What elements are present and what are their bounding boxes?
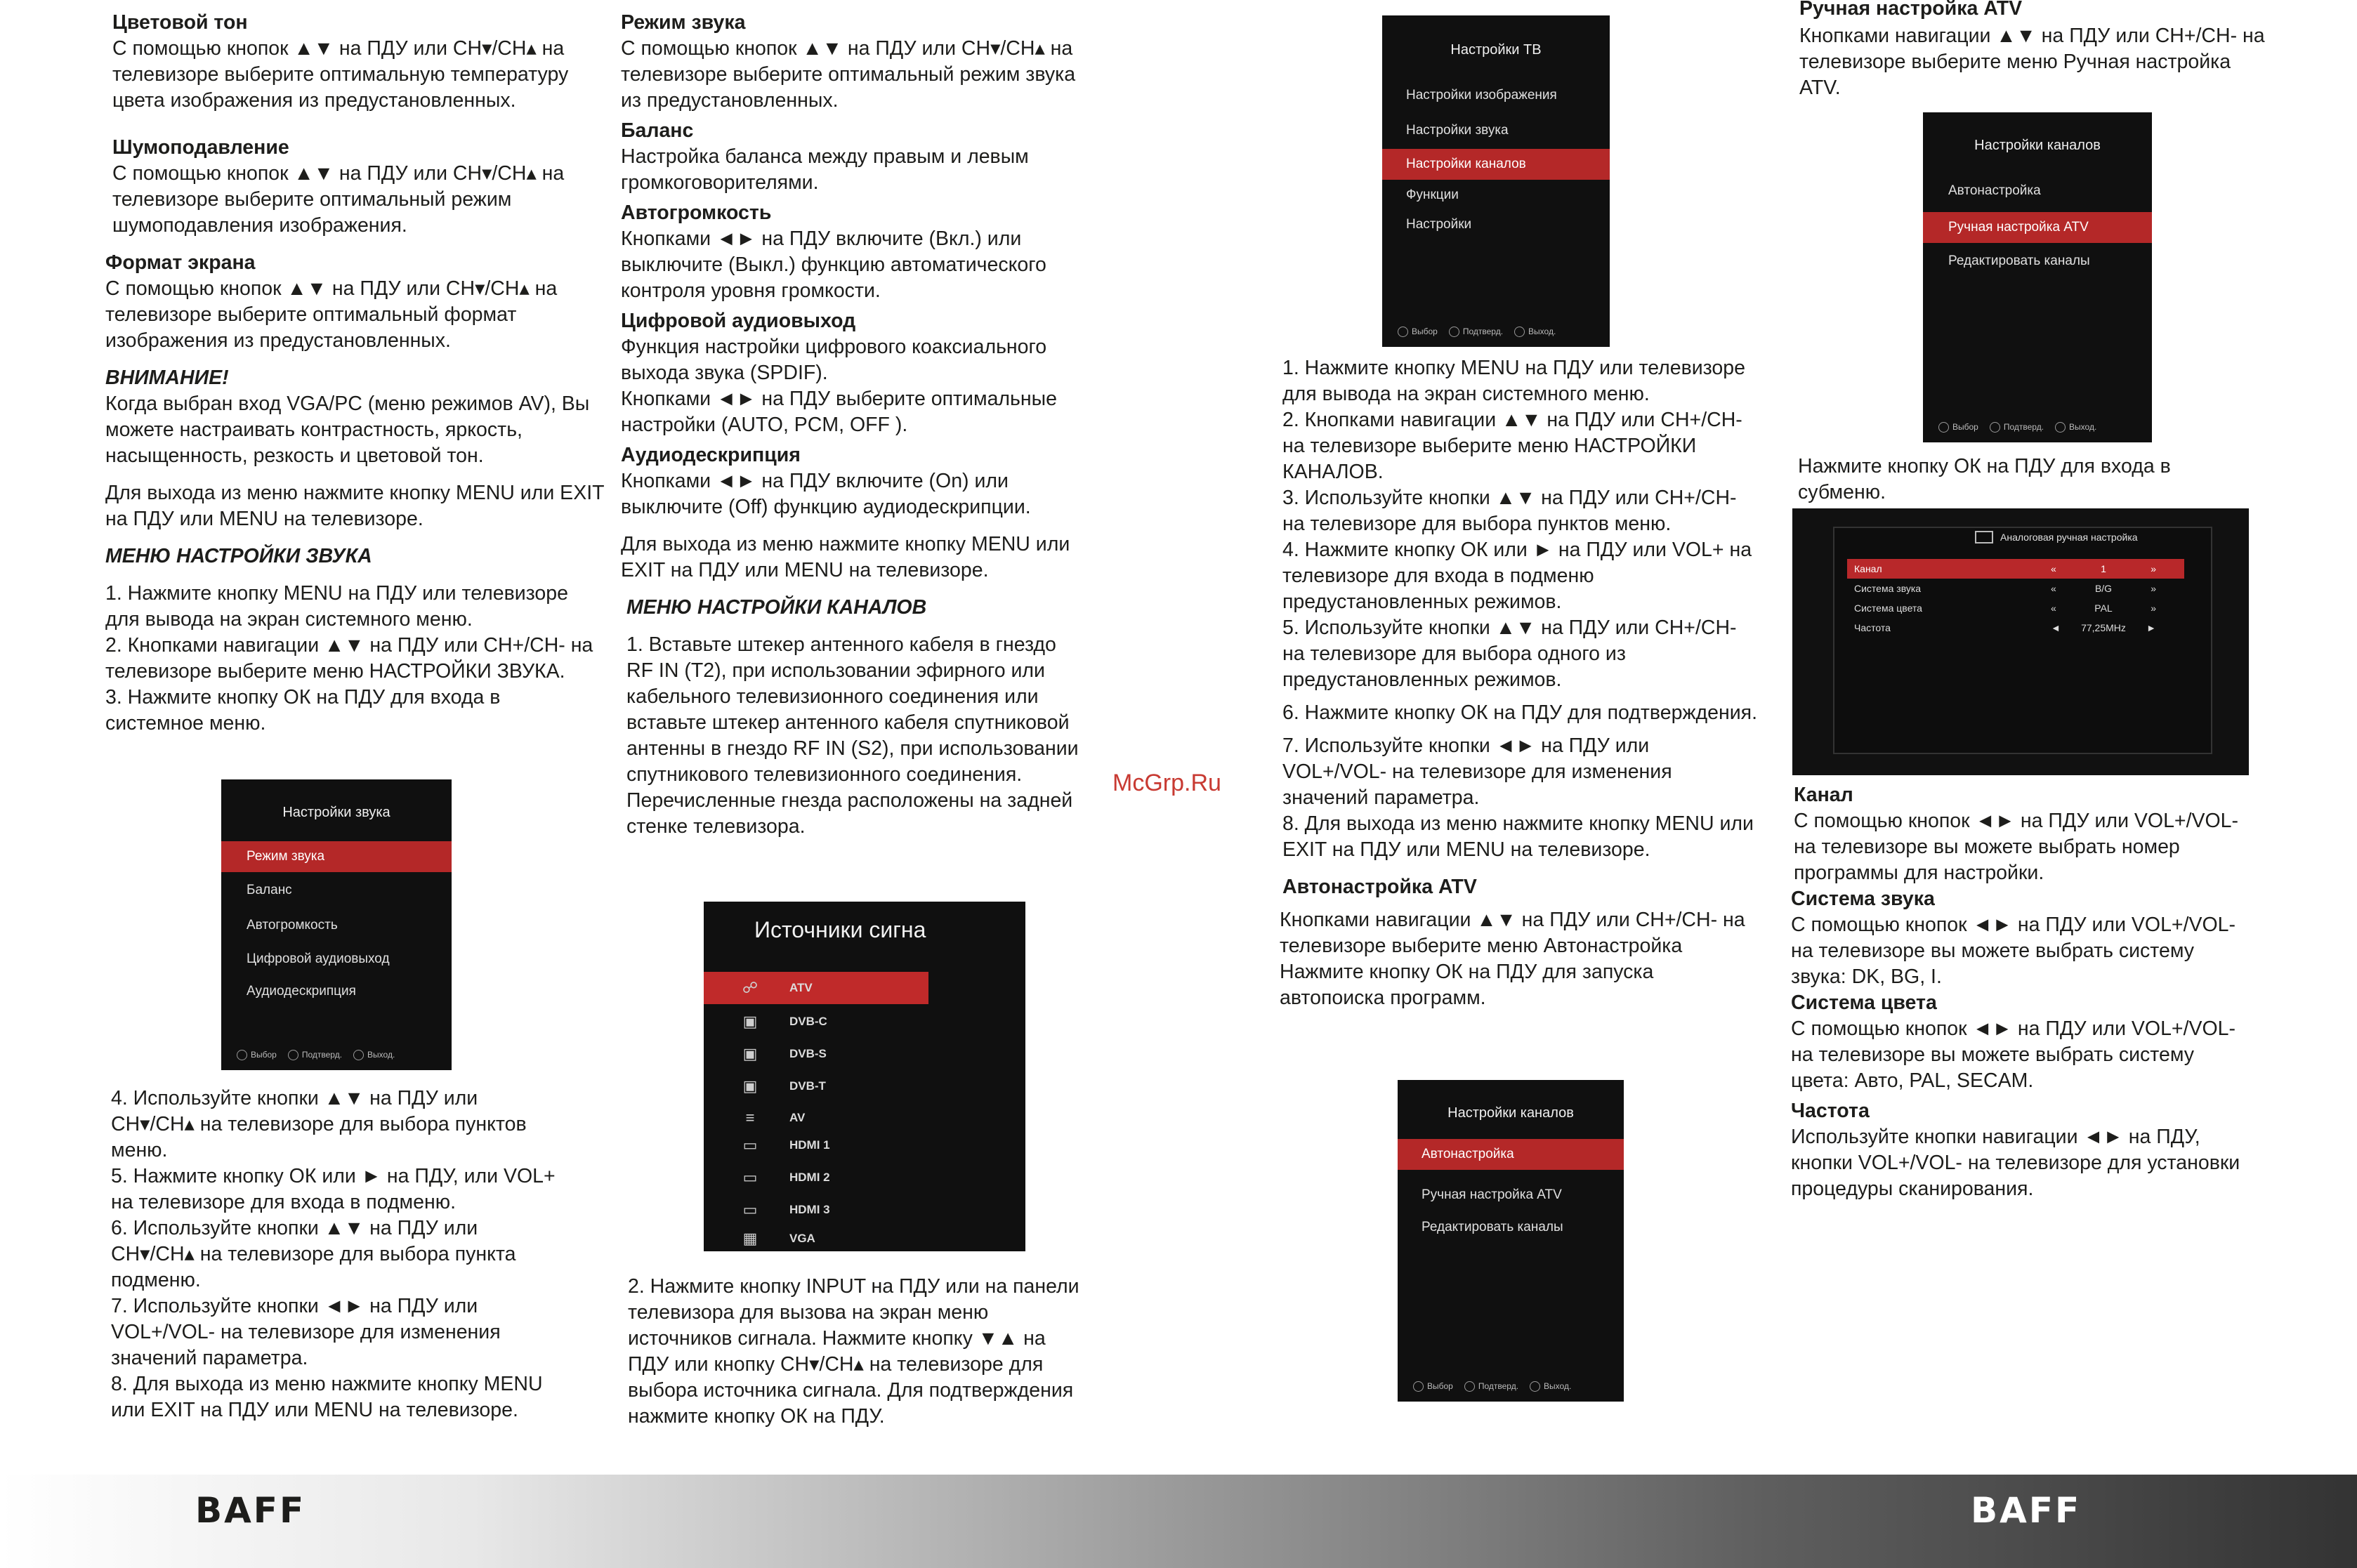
atv-row-color-system[interactable] bbox=[1847, 598, 2184, 618]
atv-row-frequency[interactable] bbox=[1847, 618, 2184, 638]
atv-panel bbox=[1833, 527, 2212, 754]
step: 8. Для выхода из меню нажмите кнопку MENU или EXIT на ПДУ или MENU на телевизоре. bbox=[111, 1373, 543, 1421]
row-label: Частота bbox=[1854, 622, 1891, 633]
left-arrow-icon: ◄ bbox=[2051, 622, 2061, 633]
section-heading: Система звука bbox=[1791, 888, 1935, 910]
column-4-continued bbox=[1791, 782, 2254, 1202]
exit-key-icon bbox=[1514, 327, 1525, 337]
right-arrow-icon: ► bbox=[2146, 622, 2156, 633]
paragraph: С помощью кнопок ▲▼ на ПДУ или CH▾/CH▴ на телевизоре выберите оптимальную температуру цвета изображения из предустановленных. bbox=[112, 37, 569, 112]
channel-settings-screen-auto bbox=[1398, 1080, 1624, 1402]
source-item-hdmi1[interactable]: ▭ HDMI 1 bbox=[704, 1129, 928, 1161]
paragraph: С помощью кнопок ◄► на ПДУ или VOL+/VOL- на телевизоре вы можете выбрать систему цвета: Авто, PAL, SECAM. bbox=[1791, 1017, 2236, 1092]
menu-item-digital-out[interactable]: Цифровой аудиовыход bbox=[247, 951, 390, 966]
row-label: Система цвета bbox=[1854, 602, 1922, 614]
av-plug-icon: ≡ bbox=[745, 1109, 755, 1126]
paragraph: С помощью кнопок ▲▼ на ПДУ или CH▾/CH▴ на телевизоре выберите оптимальный режим шумоподавления изображения. bbox=[112, 162, 565, 237]
atv-title-row bbox=[1975, 531, 2138, 543]
paragraph: Для выхода из меню нажмите кнопку MENU или EXIT на ПДУ или MENU на телевизоре. bbox=[105, 482, 605, 530]
source-item-dvb-s[interactable]: ▣ DVB-S bbox=[704, 1038, 928, 1070]
screen-title: Настройки ТВ bbox=[1450, 42, 1542, 58]
hdmi-icon: ▭ bbox=[742, 1168, 758, 1186]
tv-icon: ▣ bbox=[742, 1045, 758, 1062]
step: 5. Используйте кнопки ▲▼ на ПДУ или CH+/CH- на телевизоре для выбора одного из предустановленных режимов. bbox=[1282, 617, 1737, 691]
step: 2. Кнопками навигации ▲▼ на ПДУ или CH+/CH- на телевизоре выберите меню НАСТРОЙКИ ЗВУКА. bbox=[105, 634, 593, 683]
section-heading: Баланс bbox=[621, 119, 694, 142]
step: 7. Используйте кнопки ◄► на ПДУ или VOL+/VOL- на телевизоре для изменения значений параметра. bbox=[111, 1295, 501, 1369]
step: 4. Используйте кнопки ▲▼ на ПДУ или CH▾/CH▴ на телевизоре для выбора пунктов меню. bbox=[111, 1087, 527, 1161]
row-value: PAL bbox=[2094, 602, 2113, 614]
menu-item-audio-description[interactable]: Аудиодескрипция bbox=[247, 984, 356, 999]
paragraph: Когда выбран вход VGA/PC (меню режимов AV), Вы можете настраивать контрастность, яркость, насыщенность, резкость и цветовой тон. bbox=[105, 393, 590, 467]
screen-title: Настройки звука bbox=[282, 805, 390, 820]
step: 2. Кнопками навигации ▲▼ на ПДУ или CH+/CH- на телевизоре выберите меню НАСТРОЙКИ КАНАЛОВ. bbox=[1282, 409, 1742, 483]
paragraph: Нажмите кнопку ОК на ПДУ для входа в субменю. bbox=[1798, 455, 2171, 503]
menu-item-sound[interactable]: Настройки звука bbox=[1406, 123, 1509, 138]
source-item-atv[interactable]: ☍ ATV bbox=[704, 972, 928, 1004]
step: 1. Нажмите кнопку MENU на ПДУ или телевизоре для вывода на экран системного меню. bbox=[1282, 357, 1745, 405]
confirm-key-icon bbox=[1449, 327, 1459, 337]
menu-item-sound-mode[interactable]: Режим звука bbox=[221, 841, 452, 872]
select-key-icon bbox=[237, 1050, 247, 1060]
source-item-hdmi2[interactable]: ▭ HDMI 2 bbox=[704, 1161, 928, 1194]
channel-settings-screen-manual bbox=[1923, 112, 2152, 442]
signal-source-screen bbox=[704, 902, 1025, 1251]
exit-key-icon bbox=[353, 1050, 364, 1060]
tv-icon: ▣ bbox=[742, 1013, 758, 1030]
menu-item-auto-volume[interactable]: Автогромкость bbox=[247, 918, 338, 933]
paragraph: С помощью кнопок ◄► на ПДУ или VOL+/VOL- на телевизоре вы можете выбрать систему звука: DK, BG, I. bbox=[1791, 914, 2236, 988]
left-arrow-icon: « bbox=[2051, 583, 2056, 594]
step: 1. Вставьте штекер антенного кабеля в гнездо RF IN (T2), при использовании эфирного или кабельного телевизионного соединения или вставьте штекер антенного кабеля спутниковой антенны в гнездо RF IN (S2), при использовании спутникового телевизионного соединения. Перечисленные гнезда расположены на задней стенке телевизора. bbox=[626, 633, 1079, 838]
left-arrow-icon: « bbox=[2051, 563, 2056, 574]
step: 3. Нажмите кнопку ОК на ПДУ для входа в системное меню. bbox=[105, 686, 501, 734]
right-arrow-icon: » bbox=[2151, 583, 2156, 594]
step: 1. Нажмите кнопку MENU на ПДУ или телевизоре для вывода на экран системного меню. bbox=[105, 582, 568, 631]
tv-icon bbox=[1975, 531, 1993, 543]
select-key-icon bbox=[1398, 327, 1408, 337]
menu-item-settings[interactable]: Настройки bbox=[1406, 217, 1472, 232]
paragraph: С помощью кнопок ◄► на ПДУ или VOL+/VOL- на телевизоре вы можете выбрать номер программы для настройки. bbox=[1794, 810, 2239, 884]
row-label: Система звука bbox=[1854, 583, 1922, 594]
source-item-dvb-c[interactable]: ▣ DVB-C bbox=[704, 1006, 928, 1038]
left-arrow-icon: « bbox=[2051, 602, 2056, 614]
screen-title: Источники сигна bbox=[754, 917, 926, 942]
step: 2. Нажмите кнопку INPUT на ПДУ или на панели телевизора для вызова на экран меню источников сигнала. Нажмите кнопку ▼▲ на ПДУ или кнопку CH▾/CH▴ на телевизоре для выбора источника сигнала. Для подтверждения нажмите кнопку ОК на ПДУ. bbox=[628, 1275, 1079, 1428]
step: 8. Для выхода из меню нажмите кнопку MENU или EXIT на ПДУ или MENU на телевизоре. bbox=[1282, 812, 1754, 861]
exit-key-icon bbox=[2055, 422, 2066, 433]
antenna-icon: ☍ bbox=[742, 979, 759, 996]
section-heading: Ручная настройка ATV bbox=[1799, 0, 2023, 20]
section-heading: Система цвета bbox=[1791, 991, 1937, 1014]
row-label: Канал bbox=[1854, 563, 1882, 574]
menu-item-edit-channels[interactable]: Редактировать каналы bbox=[1948, 253, 2090, 268]
column-4 bbox=[1799, 0, 2277, 101]
section-heading: Режим звука bbox=[621, 11, 746, 34]
brand-logo-right: BAFF bbox=[1971, 1490, 2082, 1531]
section-heading: Цветовой тон bbox=[112, 11, 248, 34]
section-heading: Шумоподавление bbox=[112, 136, 289, 159]
right-arrow-icon: » bbox=[2151, 602, 2156, 614]
atv-row-channel[interactable] bbox=[1847, 559, 2184, 579]
step: 3. Используйте кнопки ▲▼ на ПДУ или CH+/CH- на телевизоре для выбора пунктов меню. bbox=[1282, 487, 1737, 535]
select-key-icon bbox=[1413, 1381, 1424, 1392]
watermark: McGrp.Ru bbox=[1112, 770, 1221, 796]
select-key-icon bbox=[1938, 422, 1949, 433]
paragraph: Функция настройки цифрового коаксиального выхода звука (SPDIF). bbox=[621, 336, 1047, 384]
paragraph: С помощью кнопок ▲▼ на ПДУ или CH▾/CH▴ на телевизоре выберите оптимальный режим звука из предустановленных. bbox=[621, 37, 1076, 112]
source-item-dvb-t[interactable]: ▣ DVB-T bbox=[704, 1070, 928, 1102]
confirm-key-icon bbox=[1464, 1381, 1475, 1392]
sound-settings-screen bbox=[221, 779, 452, 1070]
screen-footer: Выбор Подтверд. Выход. bbox=[1923, 422, 2152, 433]
source-item-av[interactable]: ≡ AV bbox=[704, 1102, 928, 1134]
column-2 bbox=[621, 10, 1084, 840]
section-heading: Формат экрана bbox=[105, 251, 256, 274]
paragraph: Настройка баланса между правым и левым громкоговорителями. bbox=[621, 145, 1029, 194]
screen-title: Аналоговая ручная настройка bbox=[2000, 532, 2138, 543]
screen-title: Настройки каналов bbox=[1447, 1105, 1574, 1121]
warning-heading: ВНИМАНИЕ! bbox=[105, 367, 229, 389]
row-value: 1 bbox=[2101, 563, 2106, 574]
tv-settings-screen bbox=[1382, 15, 1610, 347]
step: 4. Нажмите кнопку ОК или ► на ПДУ или VOL+ на телевизоре для входа в подменю предустановленных режимов. bbox=[1282, 539, 1752, 613]
source-item-vga[interactable]: ▦ VGA bbox=[704, 1226, 928, 1251]
step: 6. Нажмите кнопку ОК на ПДУ для подтверждения. bbox=[1282, 701, 1757, 724]
section-heading: Канал bbox=[1794, 784, 1853, 806]
step: 6. Используйте кнопки ▲▼ на ПДУ или CH▾/CH▴ на телевизоре для выбора пункта подменю. bbox=[111, 1217, 516, 1291]
menu-item-channels[interactable]: Настройки каналов bbox=[1382, 149, 1610, 180]
menu-item-picture[interactable]: Настройки изображения bbox=[1406, 88, 1557, 103]
column-2-continued bbox=[628, 1274, 1091, 1430]
section-heading: Цифровой аудиовыход bbox=[621, 310, 856, 332]
menu-item-auto-tuning[interactable]: Автонастройка bbox=[1398, 1139, 1624, 1170]
section-heading: Аудиодескрипция bbox=[621, 444, 801, 466]
atv-manual-tuning-screen bbox=[1792, 508, 2249, 775]
row-value: B/G bbox=[2094, 583, 2113, 594]
step: 7. Используйте кнопки ◄► на ПДУ или VOL+/VOL- на телевизоре для изменения значений параметра. bbox=[1282, 734, 1672, 809]
paragraph: Кнопками ◄► на ПДУ выберите оптимальные настройки (AUTO, PCM, OFF ). bbox=[621, 388, 1057, 436]
hdmi-icon: ▭ bbox=[742, 1136, 758, 1154]
paragraph: Кнопками ◄► на ПДУ включите (Вкл.) или выключите (Выкл.) функцию автоматического контроля уровня громкости. bbox=[621, 228, 1046, 302]
source-item-hdmi3[interactable]: ▭ HDMI 3 bbox=[704, 1194, 928, 1226]
screen-title: Настройки каналов bbox=[1974, 138, 2101, 153]
section-heading: МЕНЮ НАСТРОЙКИ ЗВУКА bbox=[105, 545, 372, 567]
confirm-key-icon bbox=[1990, 422, 2000, 433]
screen-footer: Выбор Подтверд. Выход. bbox=[1398, 1381, 1624, 1392]
paragraph: Для выхода из меню нажмите кнопку MENU или EXIT на ПДУ или MENU на телевизоре. bbox=[621, 533, 1070, 581]
vga-icon: ▦ bbox=[742, 1230, 758, 1247]
step: 5. Нажмите кнопку ОК или ► на ПДУ, или VOL+ на телевизоре для входа в подменю. bbox=[111, 1165, 556, 1213]
screen-footer: Выбор Подтверд. Выход. bbox=[221, 1050, 452, 1060]
section-heading: МЕНЮ НАСТРОЙКИ КАНАЛОВ bbox=[626, 596, 927, 619]
atv-row-sound-system[interactable] bbox=[1847, 579, 2184, 598]
paragraph: Кнопками ◄► на ПДУ включите (On) или выключите (Off) функцию аудиодескрипции. bbox=[621, 470, 1031, 518]
menu-item-manual-atv[interactable]: Ручная настройка ATV bbox=[1923, 212, 2152, 243]
column-3 bbox=[1280, 355, 1757, 1011]
column-1 bbox=[105, 10, 604, 737]
paragraph: С помощью кнопок ▲▼ на ПДУ или CH▾/CH▴ на телевизоре выберите оптимальный формат изображения из предустановленных. bbox=[105, 277, 558, 352]
exit-key-icon bbox=[1530, 1381, 1540, 1392]
tv-icon: ▣ bbox=[742, 1077, 758, 1095]
paragraph: Используйте кнопки навигации ◄► на ПДУ, кнопки VOL+/VOL- на телевизоре для установки процедуры сканирования. bbox=[1791, 1126, 2240, 1200]
menu-item-functions[interactable]: Функции bbox=[1406, 187, 1459, 202]
menu-item-edit-channels[interactable]: Редактировать каналы bbox=[1422, 1220, 1563, 1234]
section-heading: Автогромкость bbox=[621, 202, 772, 224]
row-value: 77,25MHz bbox=[2081, 622, 2126, 633]
section-heading: Автонастройка ATV bbox=[1282, 876, 1477, 898]
confirm-key-icon bbox=[288, 1050, 298, 1060]
menu-item-manual-atv[interactable]: Ручная настройка ATV bbox=[1422, 1187, 1562, 1202]
section-heading: Частота bbox=[1791, 1100, 1870, 1122]
screen-footer: Выбор Подтверд. Выход. bbox=[1382, 327, 1610, 337]
menu-item-auto-tuning[interactable]: Автонастройка bbox=[1948, 183, 2041, 198]
paragraph: Кнопками навигации ▲▼ на ПДУ или CH+/CH- на телевизоре выберите меню Автонастройка Нажмите кнопку ОК на ПДУ для запуска автопоиска программ. bbox=[1280, 909, 1745, 1009]
column-1-continued bbox=[111, 1086, 560, 1423]
right-arrow-icon: » bbox=[2151, 563, 2156, 574]
menu-item-balance[interactable]: Баланс bbox=[247, 883, 292, 897]
brand-logo-left: BAFF bbox=[195, 1490, 306, 1531]
paragraph: Кнопками навигации ▲▼ на ПДУ или CH+/CH- на телевизоре выберите меню Ручная настройка ATV. bbox=[1799, 25, 2265, 99]
column-4-ok bbox=[1798, 454, 2261, 506]
hdmi-icon: ▭ bbox=[742, 1201, 758, 1218]
